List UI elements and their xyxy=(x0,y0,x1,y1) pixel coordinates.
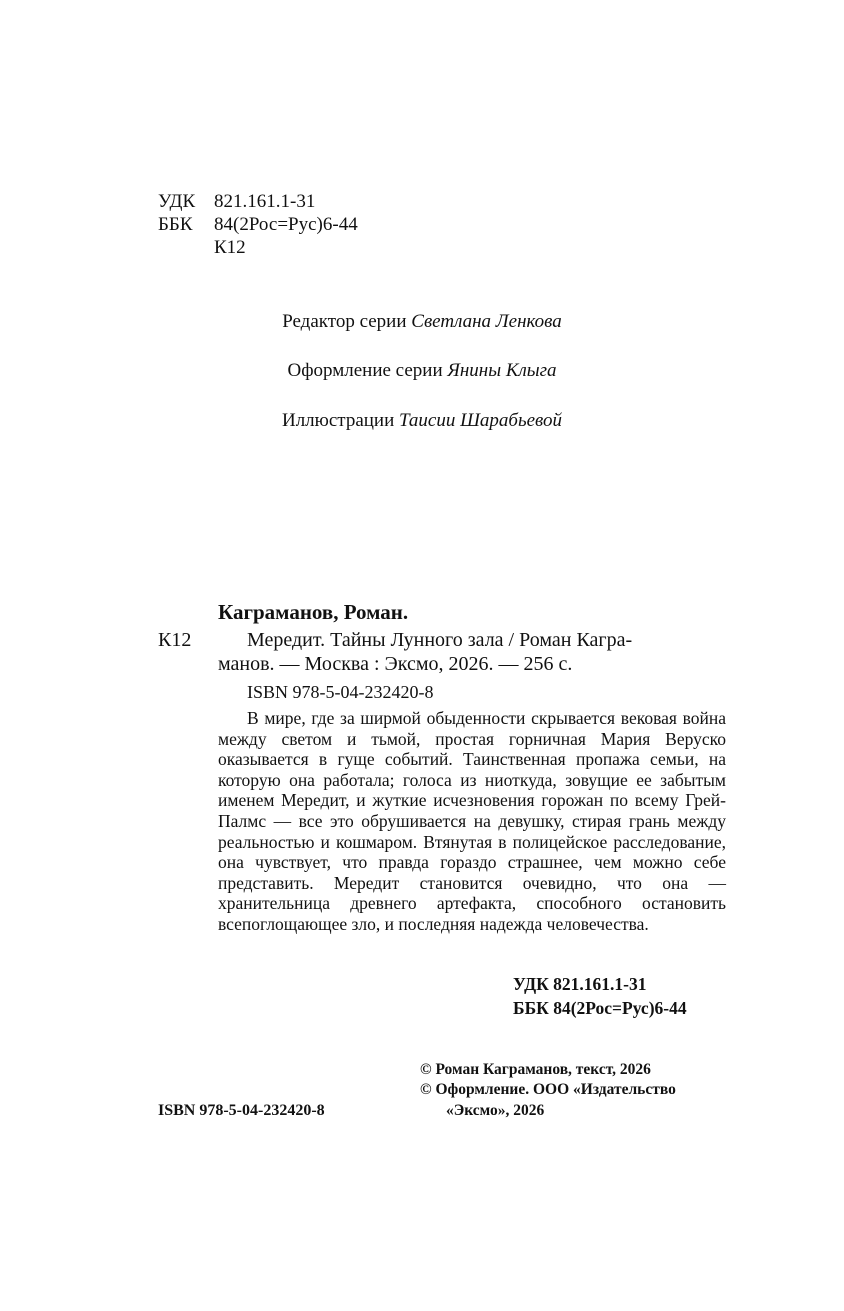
author-heading: Каграманов, Роман. xyxy=(218,600,409,624)
credit-name: Янины Клыга xyxy=(447,360,557,381)
credit-editor xyxy=(0,310,844,334)
bbk-label: ББК xyxy=(158,214,193,235)
copyright-design-cont: «Эксмо», 2026 xyxy=(446,1102,545,1119)
credit-role: Редактор серии xyxy=(282,311,407,332)
bbk-value: 84(2Рос=Рус)6-44 xyxy=(214,214,358,235)
credit-role: Оформление серии xyxy=(287,360,443,381)
udk-value: 821.161.1-31 xyxy=(214,191,316,212)
udk-line xyxy=(158,190,315,213)
credit-illustrations xyxy=(0,409,844,433)
record-mark: К12 xyxy=(158,629,192,651)
copyright-design: © Оформление. ООО «Издательство xyxy=(420,1081,676,1098)
credit-design xyxy=(0,359,844,383)
annotation xyxy=(218,708,726,935)
author-mark: К12 xyxy=(214,237,246,258)
credit-role: Иллюстрации xyxy=(281,410,395,431)
annotation-text: В мире, где за ширмой обыденности скрывается вековая война между светом и тьмой, простая горничная Мария Веруско оказывается в гуще событий. Таинственная пропажа семьи, на которую она работала; голоса из ниоткуда, зовущие ее забытым именем Мередит, и жуткие исчезновения горожан по всему Грей-Палмс — все это обрушивается на девушку, стирая грань между реальностью и кошмаром. Втянутая в полицейское расследование, она чувствует, что правда гораздо страшнее, чем можно себе представить. Мередит становится очевидно, что она — хранительница древнего артефакта, способного остановить всепоглощающее зло, и последняя надежда человечества. xyxy=(218,708,726,934)
title-line-2: манов. — Москва : Эксмо, 2026. — 256 с. xyxy=(218,653,573,675)
credit-name: Таисии Шарабьевой xyxy=(399,410,563,431)
footer-isbn: ISBN 978-5-04-232420-8 xyxy=(158,1102,325,1119)
bbk-line xyxy=(158,213,358,236)
record-isbn: ISBN 978-5-04-232420-8 xyxy=(247,682,434,702)
udk-label: УДК xyxy=(158,191,196,212)
copyright-text: © Роман Каграманов, текст, 2026 xyxy=(420,1061,651,1078)
title-line-1: Мередит. Тайны Лунного зала / Роман Кагра- xyxy=(247,629,633,651)
record-udk: УДК 821.161.1-31 xyxy=(513,974,647,994)
credit-name: Светлана Ленкова xyxy=(411,311,562,332)
record-bbk: ББК 84(2Рос=Рус)6-44 xyxy=(513,998,687,1018)
